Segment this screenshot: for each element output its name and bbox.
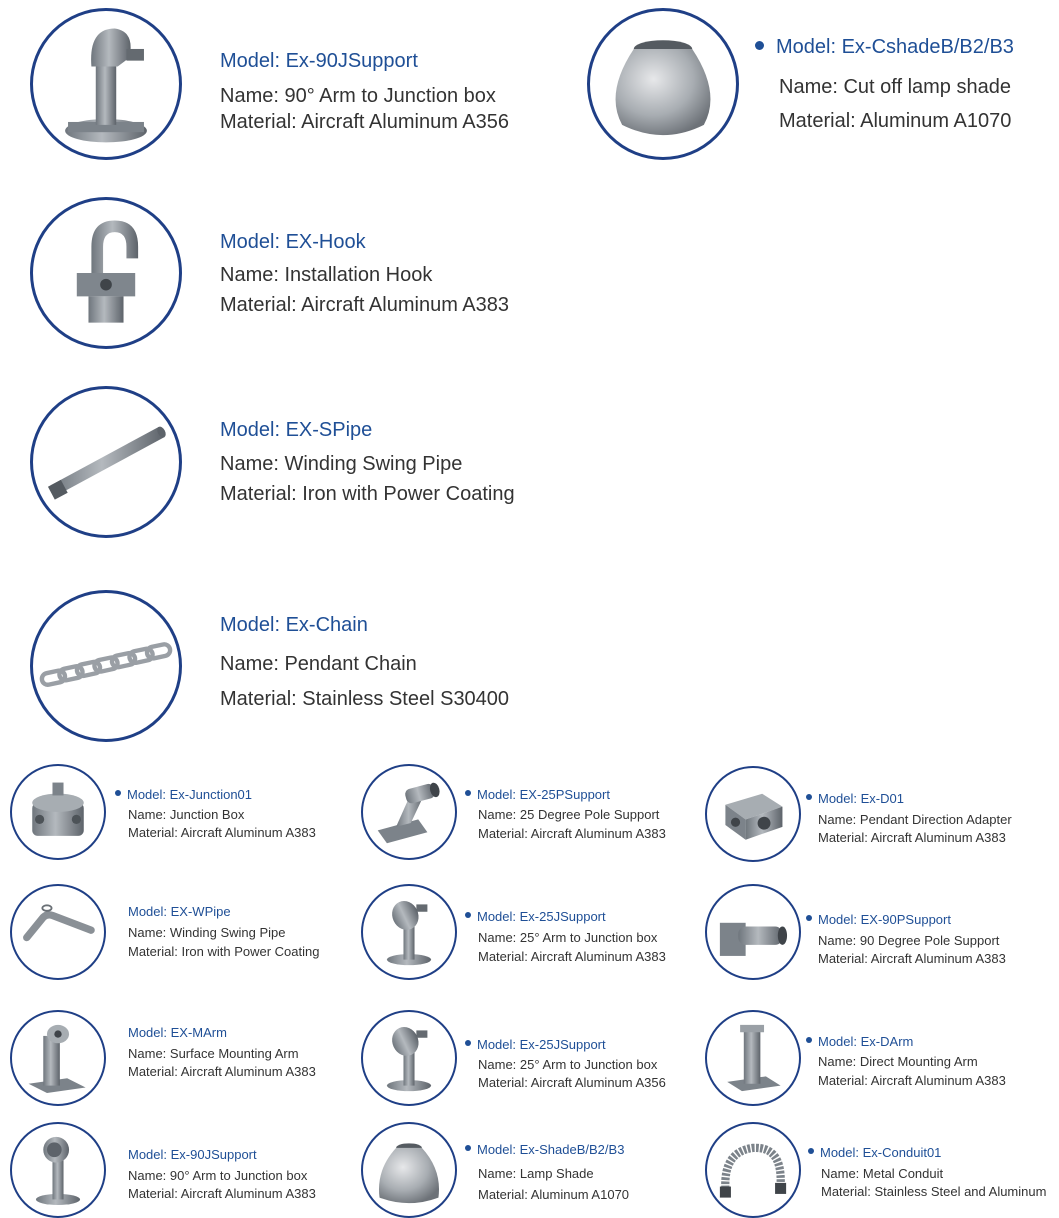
product-model: Model: Ex-DArm [818, 1034, 914, 1049]
product-name: Name: 90° Arm to Junction box [128, 1168, 308, 1183]
product-material: Material: Aircraft Aluminum A383 [818, 1073, 1006, 1088]
product-image-s11 [361, 1122, 457, 1218]
product-material: Material: Stainless Steel S30400 [220, 688, 510, 710]
product-image-s2 [361, 764, 457, 860]
product-model: Model: Ex-Junction01 [127, 787, 253, 802]
cutoff-lamp-shade-icon [590, 11, 736, 157]
product-image-p1 [30, 8, 182, 160]
product-name: Name: 25° Arm to Junction box [478, 1057, 658, 1072]
bullet-icon [755, 41, 764, 50]
product-material: Material: Aircraft Aluminum A383 [128, 1064, 316, 1079]
product-model: Model: Ex-90JSupport [128, 1147, 257, 1162]
product-model: Model: EX-90PSupport [818, 912, 951, 927]
product-model: Model: Ex-D01 [818, 791, 904, 806]
bullet-icon [115, 790, 121, 796]
product-image-p2 [587, 8, 739, 160]
product-model: Model: Ex-ShadeB/B2/B3 [477, 1142, 625, 1157]
product-name: Name: Installation Hook [220, 264, 433, 286]
product-name: Name: Surface Mounting Arm [128, 1046, 299, 1061]
arm-25-junction-icon [363, 1012, 455, 1104]
product-name: Name: Direct Mounting Arm [818, 1054, 978, 1069]
product-material: Material: Aircraft Aluminum A383 [818, 830, 1006, 845]
product-name: Name: 90° Arm to Junction box [220, 85, 496, 107]
pole-support-90-icon [707, 886, 799, 978]
product-name: Name: Cut off lamp shade [779, 76, 1011, 98]
product-image-s9 [705, 1010, 801, 1106]
product-material: Material: Aluminum A1070 [779, 110, 1012, 132]
product-material: Material: Aircraft Aluminum A383 [128, 825, 316, 840]
product-material: Material: Aircraft Aluminum A383 [818, 951, 1006, 966]
product-image-s7 [10, 1010, 106, 1106]
product-name: Name: Pendant Direction Adapter [818, 812, 1012, 827]
pendant-chain-icon [33, 593, 179, 739]
product-model: Model: EX-25PSupport [477, 787, 610, 802]
product-name: Name: Lamp Shade [478, 1166, 594, 1181]
bullet-icon [465, 790, 471, 796]
product-name: Name: 25 Degree Pole Support [478, 807, 660, 822]
product-name: Name: Winding Swing Pipe [128, 925, 286, 940]
winding-pipe-icon [12, 886, 104, 978]
product-image-s10 [10, 1122, 106, 1218]
bullet-icon [808, 1148, 814, 1154]
metal-conduit-icon [707, 1124, 799, 1216]
product-material: Material: Aircraft Aluminum A383 [478, 949, 666, 964]
direct-mounting-arm-icon [707, 1012, 799, 1104]
product-image-s3 [705, 766, 801, 862]
swing-pipe-icon [33, 389, 179, 535]
bullet-icon [465, 912, 471, 918]
product-image-s12 [705, 1122, 801, 1218]
lamp-shade-icon [363, 1124, 455, 1216]
product-image-s1 [10, 764, 106, 860]
direction-adapter-icon [707, 768, 799, 860]
product-model: Model: Ex-25JSupport [477, 1037, 606, 1052]
installation-hook-icon [33, 200, 179, 346]
product-material: Material: Aircraft Aluminum A383 [128, 1186, 316, 1201]
product-model: Model: EX-SPipe [220, 419, 373, 441]
product-image-p4 [30, 386, 182, 538]
product-name: Name: Winding Swing Pipe [220, 453, 463, 475]
product-model: Model: Ex-Conduit01 [820, 1145, 942, 1160]
product-image-s8 [361, 1010, 457, 1106]
surface-mounting-arm-icon [12, 1012, 104, 1104]
arm-90-junction-icon [12, 1124, 104, 1216]
bullet-icon [465, 1040, 471, 1046]
product-model: Model: Ex-CshadeB/B2/B3 [776, 36, 1014, 58]
product-model: Model: Ex-Chain [220, 614, 368, 636]
product-model: Model: EX-MArm [128, 1025, 227, 1040]
product-image-p3 [30, 197, 182, 349]
pole-support-25-icon [363, 766, 455, 858]
product-material: Material: Iron with Power Coating [220, 483, 515, 505]
product-model: Model: Ex-90JSupport [220, 50, 418, 72]
bullet-icon [465, 1145, 471, 1151]
product-material: Material: Aircraft Aluminum A356 [478, 1075, 666, 1090]
arm-25-junction-icon [363, 886, 455, 978]
product-material: Material: Aircraft Aluminum A383 [478, 826, 666, 841]
product-name: Name: Metal Conduit [821, 1166, 944, 1181]
product-name: Name: Junction Box [128, 807, 245, 822]
product-image-s4 [10, 884, 106, 980]
product-material: Material: Iron with Power Coating [128, 944, 320, 959]
product-name: Name: Pendant Chain [220, 653, 417, 675]
product-material: Material: Aluminum A1070 [478, 1187, 630, 1202]
bullet-icon [806, 1037, 812, 1043]
bullet-icon [806, 915, 812, 921]
product-image-s6 [705, 884, 801, 980]
product-material: Material: Aircraft Aluminum A356 [220, 111, 510, 133]
product-image-p5 [30, 590, 182, 742]
product-name: Name: 25° Arm to Junction box [478, 930, 658, 945]
product-material: Material: Stainless Steel and Aluminum [821, 1184, 1047, 1199]
bullet-icon [806, 794, 812, 800]
arm-90-junction-icon [33, 11, 179, 157]
product-material: Material: Aircraft Aluminum A383 [220, 294, 510, 316]
product-image-s5 [361, 884, 457, 980]
junction-box-icon [12, 766, 104, 858]
product-name: Name: 90 Degree Pole Support [818, 933, 1000, 948]
product-model: Model: Ex-25JSupport [477, 909, 606, 924]
product-model: Model: EX-Hook [220, 231, 366, 253]
product-model: Model: EX-WPipe [128, 904, 231, 919]
